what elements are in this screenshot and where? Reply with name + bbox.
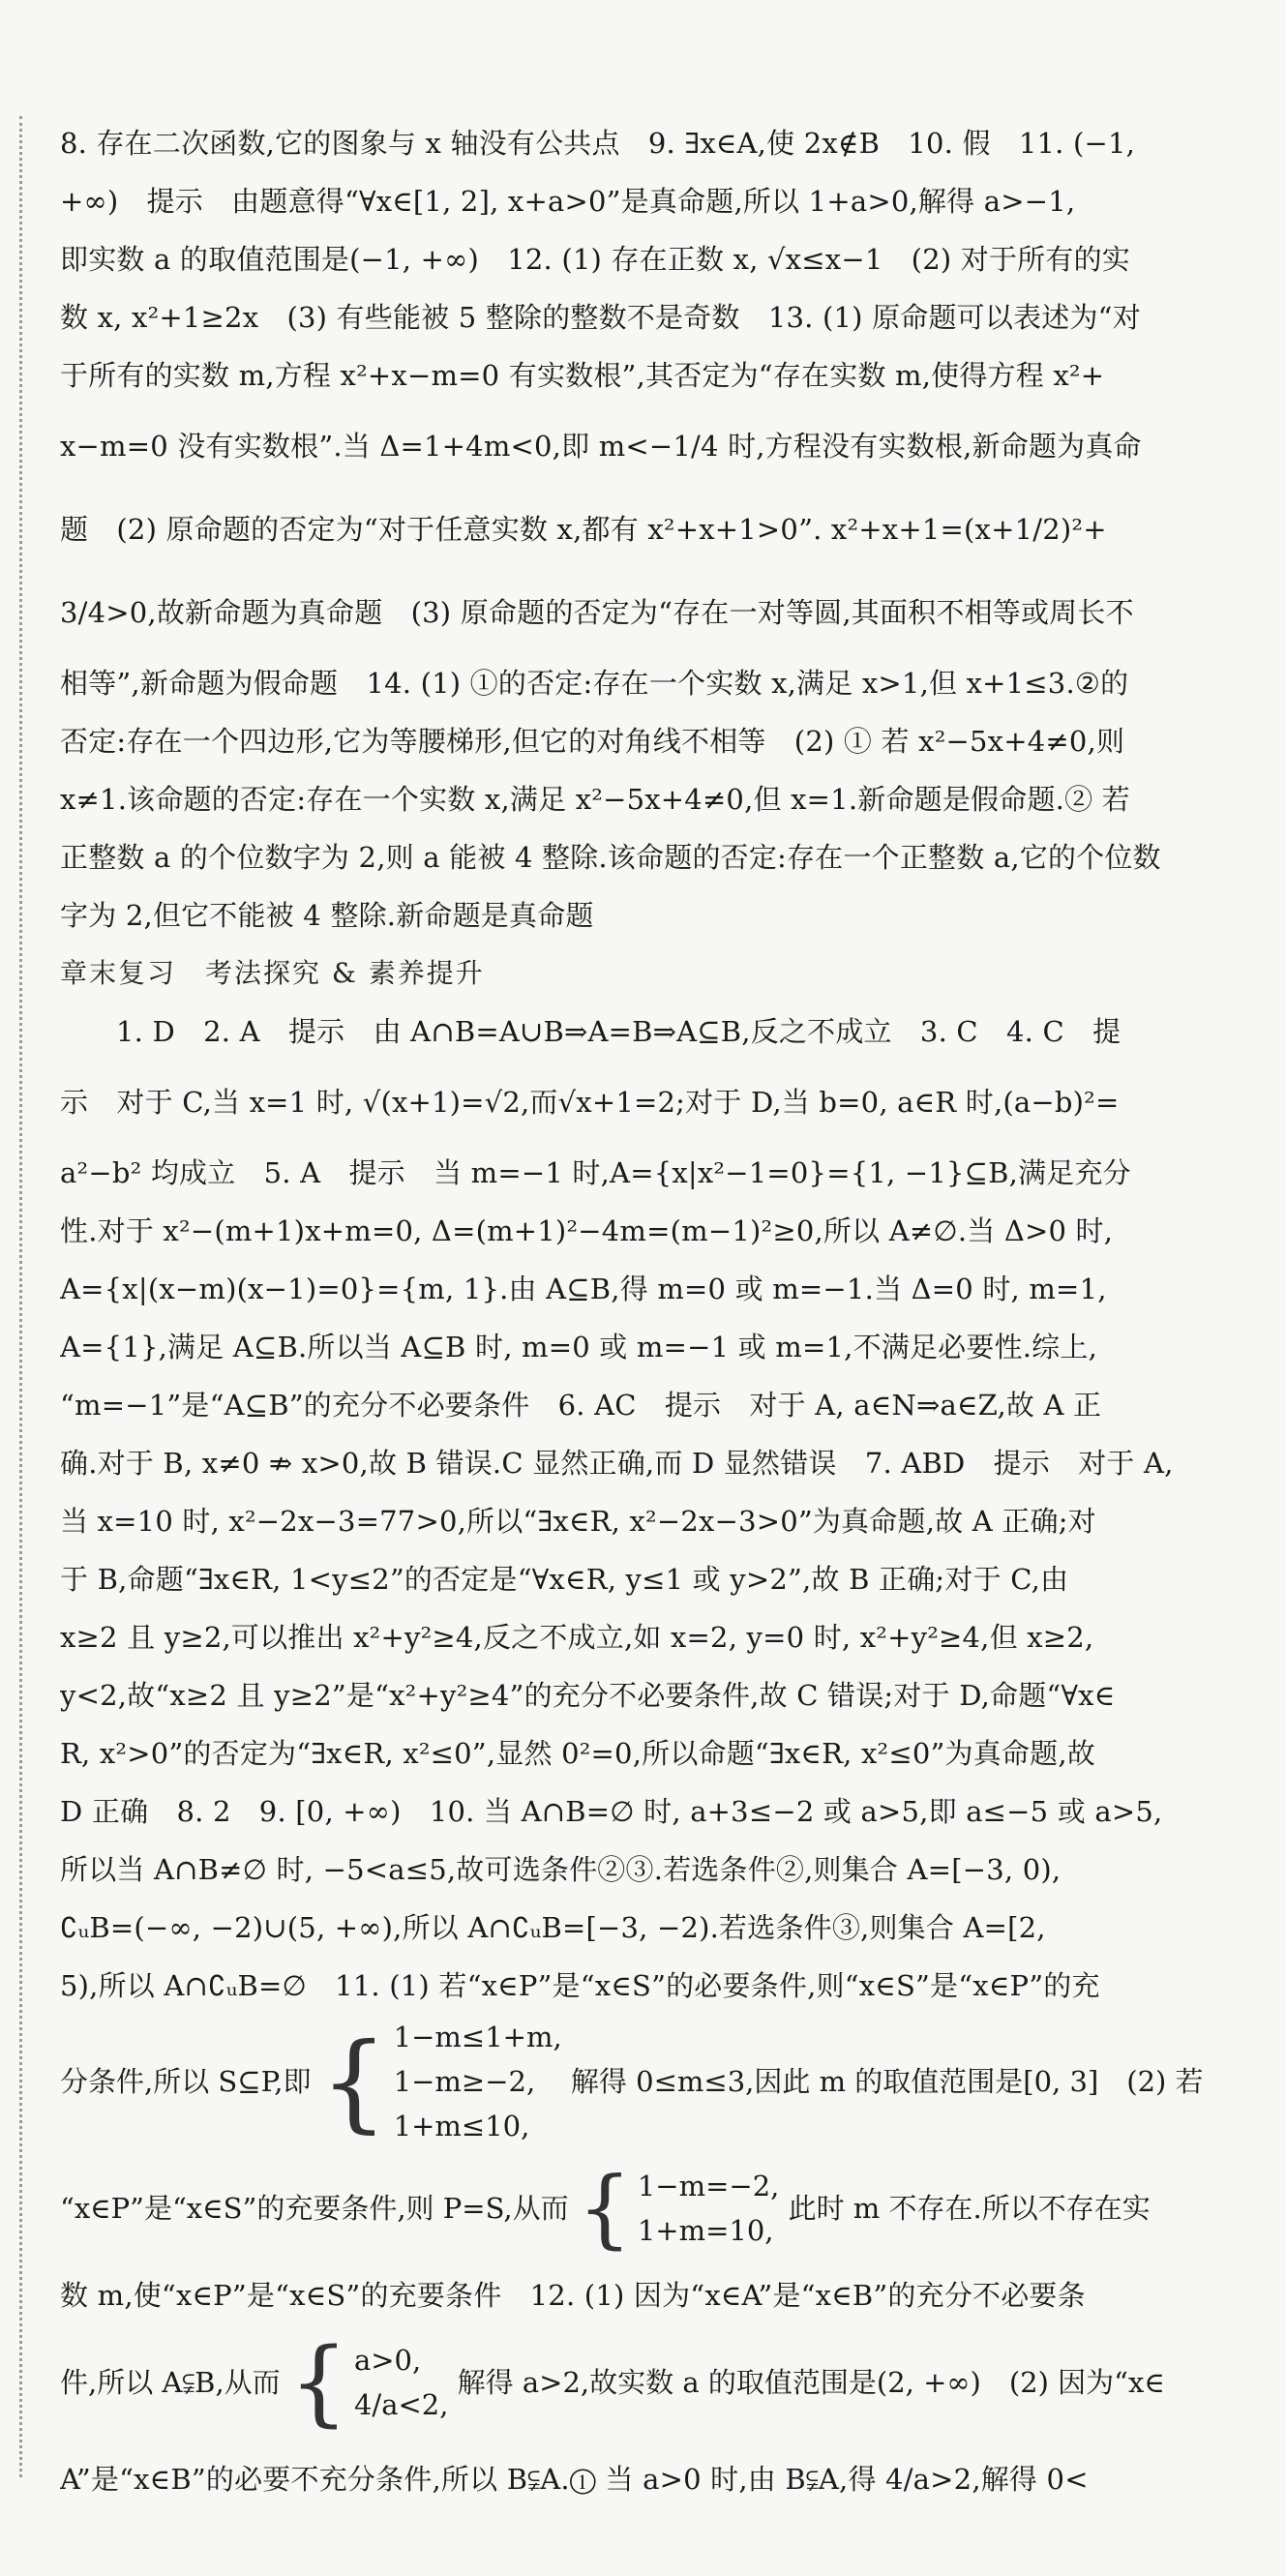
text-line: 否定:存在一个四边形,它为等腰梯形,但它的对角线不相等 (2) ① 若 x²−5x+4≠0,则 bbox=[60, 725, 1125, 758]
system-row: 4/a<2, bbox=[353, 2388, 449, 2421]
system1-rows bbox=[394, 2015, 562, 2148]
text-line: 3/4>0,故新命题为真命题 (3) 原命题的否定为“存在一对等圆,其面积不相等或周长不 bbox=[60, 596, 1134, 629]
text-line: 相等”,新命题为假命题 14. (1) ①的否定:存在一个实数 x,满足 x>1,但 x+1≤3.②的 bbox=[60, 667, 1129, 700]
text-line: 确.对于 B, x≠0 ⇏ x>0,故 B 错误.C 显然正确,而 D 显然错误 7. ABD 提示 对于 A, bbox=[60, 1447, 1174, 1480]
text-line: 1. D 2. A 提示 由 A∩B=A∪B⇒A=B⇒A⊆B,反之不成立 3. C 4. C 提 bbox=[116, 1015, 1122, 1048]
left-brace: { bbox=[577, 2158, 632, 2258]
system-row: 1+m≤10, bbox=[393, 2110, 530, 2142]
text-line: x≠1.该命题的否定:存在一个实数 x,满足 x²−5x+4≠0,但 x=1.新命题是假命题.② 若 bbox=[60, 783, 1130, 816]
text-line: x−m=0 没有实数根”.当 Δ=1+4m<0,即 m<−1/4 时,方程没有实数根,新命题为真命 bbox=[60, 430, 1142, 463]
margin-dotted-rule bbox=[19, 116, 22, 2477]
system3-rows bbox=[354, 2338, 448, 2427]
text-line: 性.对于 x²−(m+1)x+m=0, Δ=(m+1)²−4m=(m−1)²≥0,所以 A≠∅.当 Δ>0 时, bbox=[60, 1214, 1114, 1247]
system2-rows bbox=[638, 2164, 780, 2253]
text-line: 5),所以 A∩∁ᵤB=∅ 11. (1) 若“x∈P”是“x∈S”的必要条件,则“x∈S”是“x∈P”的充 bbox=[60, 1969, 1100, 2002]
text-line: 示 对于 C,当 x=1 时, √(x+1)=√2,而√x+1=2;对于 D,当 b=0, a∈R 时,(a−b)²= bbox=[60, 1086, 1120, 1119]
section-heading: 章末复习 考法探究 & 素养提升 bbox=[60, 957, 485, 989]
answer-page bbox=[60, 114, 1241, 2508]
text-line: 题 (2) 原命题的否定为“对于任意实数 x,都有 x²+x+1>0”. x²+x+1=(x+1/2)²+ bbox=[60, 513, 1107, 546]
left-brace: { bbox=[288, 2328, 348, 2437]
left-brace: { bbox=[319, 2020, 388, 2143]
text-line: 当 x=10 时, x²−2x−3=77>0,所以“∃x∈R, x²−2x−3>0”为真命题,故 A 正确;对 bbox=[60, 1505, 1096, 1538]
equation-system-3 bbox=[60, 2324, 1241, 2450]
system2-prefix: “x∈P”是“x∈S”的充要条件,则 P=S,从而 bbox=[60, 2192, 569, 2225]
answers-block-1 bbox=[60, 114, 1241, 944]
text-line: 数 x, x²+1≥2x (3) 有些能被 5 整除的整数不是奇数 13. (1) 原命题可以表述为“对 bbox=[60, 301, 1141, 334]
system2-suffix: 此时 m 不存在.所以不存在实 bbox=[788, 2192, 1151, 2225]
equation-system-2 bbox=[60, 2150, 1241, 2266]
answers-block-2 bbox=[60, 1003, 1241, 2015]
text-line: a²−b² 均成立 5. A 提示 当 m=−1 时,A={x|x²−1=0}={1, −1}⊆B,满足充分 bbox=[60, 1156, 1131, 1189]
text-line: +∞) 提示 由题意得“∀x∈[1, 2], x+a>0”是真命题,所以 1+a>0,解得 a>−1, bbox=[60, 185, 1076, 218]
text-line: D 正确 8. 2 9. [0, +∞) 10. 当 A∩B=∅ 时, a+3≤−2 或 a>5,即 a≤−5 或 a>5, bbox=[60, 1795, 1163, 1828]
text-line: 字为 2,但它不能被 4 整除.新命题是真命题 bbox=[60, 899, 594, 932]
text-line: R, x²>0”的否定为“∃x∈R, x²≤0”,显然 0²=0,所以命题“∃x∈R, x²≤0”为真命题,故 bbox=[60, 1737, 1095, 1770]
text-line: y<2,故“x≥2 且 y≥2”是“x²+y²≥4”的充分不必要条件,故 C 错误;对于 D,命题“∀x∈ bbox=[60, 1679, 1116, 1712]
system-row: 1−m≥−2, bbox=[393, 2065, 536, 2098]
text-line: 数 m,使“x∈P”是“x∈S”的充要条件 12. (1) 因为“x∈A”是“x∈B”的充分不必要条 bbox=[60, 2279, 1086, 2312]
equation-system-1 bbox=[60, 2015, 1241, 2150]
text-line: ∁ᵤB=(−∞, −2)∪(5, +∞),所以 A∩∁ᵤB=[−3, −2).若选条件③,则集合 A=[2, bbox=[60, 1911, 1046, 1944]
text-line: 8. 存在二次函数,它的图象与 x 轴没有公共点 9. ∃x∈A,使 2x∉B 10. 假 11. (−1, bbox=[60, 127, 1136, 160]
text-line: 所以当 A∩B≠∅ 时, −5<a≤5,故可选条件②③.若选条件②,则集合 A=[−3, 0), bbox=[60, 1853, 1062, 1886]
system1-suffix: 解得 0≤m≤3,因此 m 的取值范围是[0, 3] (2) 若 bbox=[570, 2065, 1204, 2098]
text-line: x≥2 且 y≥2,可以推出 x²+y²≥4,反之不成立,如 x=2, y=0 时, x²+y²≥4,但 x≥2, bbox=[60, 1621, 1094, 1654]
system1-prefix: 分条件,所以 S⊆P,即 bbox=[60, 2065, 312, 2098]
text-line: 于所有的实数 m,方程 x²+x−m=0 有实数根”,其否定为“存在实数 m,使得方程 x²+ bbox=[60, 359, 1105, 392]
text-line: “m=−1”是“A⊆B”的充分不必要条件 6. AC 提示 对于 A, a∈N⇒a∈Z,故 A 正 bbox=[60, 1389, 1102, 1422]
system-row: a>0, bbox=[353, 2344, 422, 2377]
system3-suffix: 解得 a>2,故实数 a 的取值范围是(2, +∞) (2) 因为“x∈ bbox=[457, 2366, 1165, 2399]
text-line: 于 B,命题“∃x∈R, 1<y≤2”的否定是“∀x∈R, y≤1 或 y>2”,故 B 正确;对于 C,由 bbox=[60, 1563, 1069, 1596]
text-line: A={x|(x−m)(x−1)=0}={m, 1}.由 A⊆B,得 m=0 或 m=−1.当 Δ=0 时, m=1, bbox=[60, 1273, 1107, 1305]
text-line: 即实数 a 的取值范围是(−1, +∞) 12. (1) 存在正数 x, √x≤x−1 (2) 对于所有的实 bbox=[60, 243, 1130, 276]
system-row: 1+m=10, bbox=[637, 2214, 774, 2247]
text-line: A={1},满足 A⊆B.所以当 A⊆B 时, m=0 或 m=−1 或 m=1,不满足必要性.综上, bbox=[60, 1331, 1097, 1363]
text-line: 正整数 a 的个位数字为 2,则 a 能被 4 整除.该命题的否定:存在一个正整数 a,它的个位数 bbox=[60, 841, 1161, 874]
system-row: 1−m≤1+m, bbox=[393, 2021, 562, 2053]
system-row: 1−m=−2, bbox=[637, 2170, 780, 2202]
system3-prefix: 件,所以 A⫋B,从而 bbox=[60, 2366, 281, 2399]
text-line: A”是“x∈B”的必要不充分条件,所以 B⫋A.① 当 a>0 时,由 B⫋A,得 4/a>2,解得 0< bbox=[60, 2463, 1089, 2496]
